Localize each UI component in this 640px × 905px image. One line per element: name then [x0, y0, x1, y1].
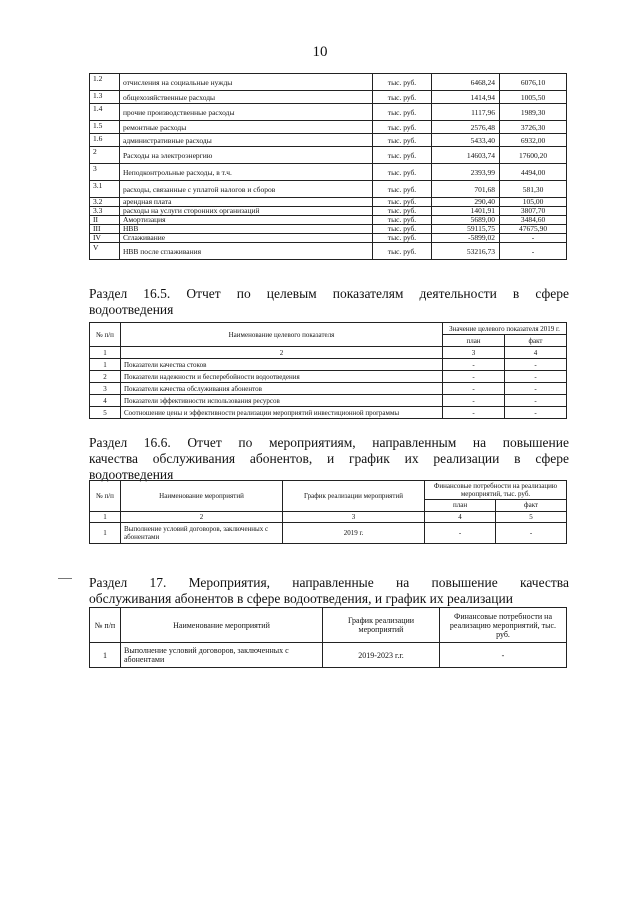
- row-num: 1.3: [90, 91, 120, 104]
- row-num: II: [90, 216, 120, 225]
- cost-row: [90, 91, 567, 104]
- row-name: НВВ: [120, 225, 373, 234]
- row-unit: тыс. руб.: [373, 147, 432, 164]
- row-name: Сглаживание: [120, 234, 373, 243]
- measures-table-16-6: [89, 480, 567, 544]
- index-cell: 3: [283, 512, 425, 523]
- index-cell: 1: [90, 512, 121, 523]
- index-cell: 2: [121, 512, 283, 523]
- row-value-2: 581,30: [500, 181, 567, 198]
- header-name: Наименование мероприятий: [121, 481, 283, 512]
- row-value-2: 6932,00: [500, 134, 567, 147]
- row-value-2: 47675,90: [500, 225, 567, 234]
- row-plan: -: [443, 383, 505, 395]
- indicator-row: [90, 371, 567, 383]
- row-num: 1.4: [90, 104, 120, 121]
- row-num: 3.1: [90, 181, 120, 198]
- row-num: 1.2: [90, 74, 120, 91]
- section-heading-line: качества обслуживания абонентов, и график их реализации в сфере: [89, 451, 569, 466]
- index-cell: 4: [425, 512, 496, 523]
- row-value-2: -: [500, 234, 567, 243]
- row-value-1: 1414,94: [432, 91, 500, 104]
- section-heading-line: Раздел 16.6. Отчет по мероприятиям, направленным на повышение: [89, 435, 569, 450]
- row-name: Выполнение условий договоров, заключенных с абонентами: [121, 523, 283, 544]
- target-indicators-table: [89, 322, 567, 419]
- row-num: 2: [90, 371, 121, 383]
- row-num: 4: [90, 395, 121, 407]
- section-heading-line: водоотведения: [89, 467, 174, 482]
- row-plan: -: [443, 395, 505, 407]
- row-name: прочие производственные расходы: [120, 104, 373, 121]
- row-unit: тыс. руб.: [373, 134, 432, 147]
- index-cell: 3: [443, 347, 505, 359]
- row-finance: -: [440, 643, 567, 668]
- row-num: 3.3: [90, 207, 120, 216]
- row-name: Показатели эффективности использования ресурсов: [121, 395, 443, 407]
- section-heading-line: обслуживания абонентов в сфере водоотведения, и график их реализации: [89, 591, 513, 606]
- header-num: № п/п: [90, 323, 121, 347]
- header-num: № п/п: [90, 608, 121, 643]
- row-value-2: 4494,00: [500, 164, 567, 181]
- indicator-row: [90, 359, 567, 371]
- row-value-2: 6076,10: [500, 74, 567, 91]
- header-name: Наименование целевого показателя: [121, 323, 443, 347]
- row-value-1: 53216,73: [432, 243, 500, 260]
- row-unit: тыс. руб.: [373, 216, 432, 225]
- row-name: Расходы на электроэнергию: [120, 147, 373, 164]
- row-fact: -: [505, 383, 567, 395]
- row-value-1: 1117,96: [432, 104, 500, 121]
- row-value-2: 3484,60: [500, 216, 567, 225]
- row-unit: тыс. руб.: [373, 121, 432, 134]
- cost-table: [89, 73, 567, 260]
- row-num: 1: [90, 643, 121, 668]
- row-name: отчисления на социальные нужды: [120, 74, 373, 91]
- row-name: административные расходы: [120, 134, 373, 147]
- header-fact: факт: [505, 335, 567, 347]
- row-plan: -: [443, 359, 505, 371]
- row-fact: -: [505, 359, 567, 371]
- row-name: Неподконтрольные расходы, в т.ч.: [120, 164, 373, 181]
- row-num: III: [90, 225, 120, 234]
- row-name: Показатели надежности и бесперебойности водоотведения: [121, 371, 443, 383]
- row-value-2: 3726,30: [500, 121, 567, 134]
- row-value-1: 14603,74: [432, 147, 500, 164]
- row-name: Показатели качества стоков: [121, 359, 443, 371]
- cost-row: [90, 181, 567, 198]
- row-num: 3: [90, 164, 120, 181]
- index-cell: 4: [505, 347, 567, 359]
- row-name: Показатели качества обслуживания абонентов: [121, 383, 443, 395]
- row-value-1: 2393,99: [432, 164, 500, 181]
- header-name: Наименование мероприятий: [121, 608, 323, 643]
- row-num: 1: [90, 359, 121, 371]
- row-unit: тыс. руб.: [373, 243, 432, 260]
- row-num: IV: [90, 234, 120, 243]
- row-name: расходы, связанные с уплатой налогов и сборов: [120, 181, 373, 198]
- cost-row: [90, 74, 567, 91]
- header-schedule: График реализации мероприятий: [323, 608, 440, 643]
- index-cell: 5: [496, 512, 567, 523]
- row-value-1: 5433,40: [432, 134, 500, 147]
- row-schedule: 2019-2023 г.г.: [323, 643, 440, 668]
- row-fact: -: [505, 407, 567, 419]
- row-value-1: 1401,91: [432, 207, 500, 216]
- row-unit: тыс. руб.: [373, 181, 432, 198]
- header-num: № п/п: [90, 481, 121, 512]
- row-unit: тыс. руб.: [373, 225, 432, 234]
- row-plan: -: [443, 407, 505, 419]
- page-number: 10: [312, 44, 328, 60]
- row-fact: -: [505, 395, 567, 407]
- cost-row: [90, 234, 567, 243]
- header-fact: факт: [496, 499, 567, 511]
- row-value-1: 701,68: [432, 181, 500, 198]
- row-fact: -: [505, 371, 567, 383]
- row-value-1: 5689,00: [432, 216, 500, 225]
- cost-row: [90, 147, 567, 164]
- cost-row: [90, 134, 567, 147]
- section-17-heading: [89, 575, 569, 607]
- row-num: V: [90, 243, 120, 260]
- row-num: 1.6: [90, 134, 120, 147]
- header-plan: план: [425, 499, 496, 511]
- measures-table-17: [89, 607, 567, 668]
- header-finance: Финансовые потребности на реализацию мероприятий, тыс. руб.: [425, 481, 567, 500]
- row-value-2: 3807,70: [500, 207, 567, 216]
- row-unit: тыс. руб.: [373, 207, 432, 216]
- row-schedule: 2019 г.: [283, 523, 425, 544]
- indicator-row: [90, 383, 567, 395]
- row-unit: тыс. руб.: [373, 164, 432, 181]
- row-num: 1: [90, 523, 121, 544]
- row-unit: тыс. руб.: [373, 91, 432, 104]
- row-value-1: 59115,75: [432, 225, 500, 234]
- row-value-1: 290,40: [432, 198, 500, 207]
- header-finance: Финансовые потребности на реализацию мероприятий, тыс. руб.: [440, 608, 567, 643]
- row-value-2: 17600,20: [500, 147, 567, 164]
- row-plan: -: [425, 523, 496, 544]
- row-name: арендная плата: [120, 198, 373, 207]
- row-value-1: 6468,24: [432, 74, 500, 91]
- row-unit: тыс. руб.: [373, 104, 432, 121]
- cost-row: [90, 121, 567, 134]
- row-fact: -: [496, 523, 567, 544]
- section-16-5-heading: [89, 286, 569, 318]
- indicator-row: [90, 395, 567, 407]
- section-heading-line: водоотведения: [89, 302, 174, 317]
- cost-row: [90, 104, 567, 121]
- row-value-2: 105,00: [500, 198, 567, 207]
- cost-row: [90, 164, 567, 181]
- row-name: Выполнение условий договоров, заключенных с абонентами: [121, 643, 323, 668]
- cost-row: [90, 243, 567, 260]
- row-num: 1.5: [90, 121, 120, 134]
- row-name: расходы на услуги сторонних организаций: [120, 207, 373, 216]
- row-value-2: 1005,50: [500, 91, 567, 104]
- row-plan: -: [443, 371, 505, 383]
- row-num: 5: [90, 407, 121, 419]
- row-name: общехозяйственные расходы: [120, 91, 373, 104]
- row-num: 2: [90, 147, 120, 164]
- row-unit: тыс. руб.: [373, 74, 432, 91]
- margin-mark: [58, 578, 72, 579]
- section-heading-line: Раздел 17. Мероприятия, направленные на повышение качества: [89, 575, 569, 590]
- row-num: 3: [90, 383, 121, 395]
- section-16-6-heading: [89, 435, 569, 483]
- header-value: Значение целевого показателя 2019 г.: [443, 323, 567, 335]
- index-cell: 1: [90, 347, 121, 359]
- row-name: НВВ после сглаживания: [120, 243, 373, 260]
- row-num: 3.2: [90, 198, 120, 207]
- index-cell: 2: [121, 347, 443, 359]
- row-value-2: 1989,30: [500, 104, 567, 121]
- row-name: ремонтные расходы: [120, 121, 373, 134]
- header-plan: план: [443, 335, 505, 347]
- row-name: Амортизация: [120, 216, 373, 225]
- row-unit: тыс. руб.: [373, 234, 432, 243]
- row-value-1: -5899,02: [432, 234, 500, 243]
- row-name: Соотношение цены и эффективности реализации мероприятий инвестиционной программы: [121, 407, 443, 419]
- row-value-2: -: [500, 243, 567, 260]
- header-schedule: График реализации мероприятий: [283, 481, 425, 512]
- row-value-1: 2576,48: [432, 121, 500, 134]
- section-heading-line: Раздел 16.5. Отчет по целевым показателям деятельности в сфере: [89, 286, 569, 301]
- row-unit: тыс. руб.: [373, 198, 432, 207]
- indicator-row: [90, 407, 567, 419]
